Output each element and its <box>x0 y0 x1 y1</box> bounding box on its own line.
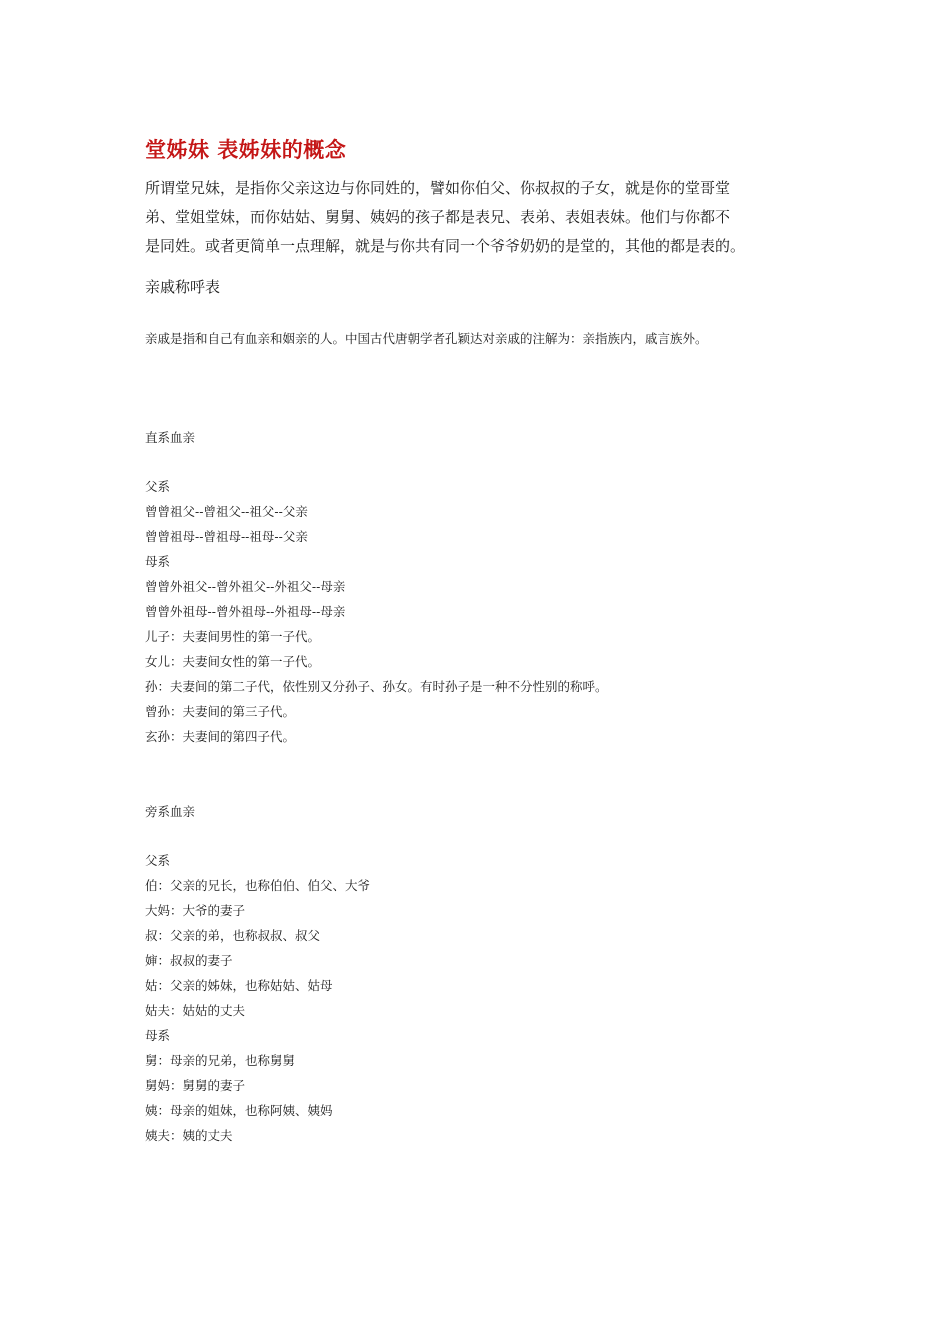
intro-line: 是同姓。或者更简单一点理解，就是与你共有同一个爷爷奶奶的是堂的，其他的都是表的。 <box>145 237 746 255</box>
collateral-kin-heading: 旁系血亲 <box>145 804 196 819</box>
list-item: 姑夫：姑姑的丈夫 <box>145 1003 246 1018</box>
list-item: 曾曾祖母--曾祖母--祖母--父亲 <box>145 529 308 544</box>
list-item: 姨夫：姨的丈夫 <box>145 1128 233 1143</box>
list-item: 女儿：夫妻间女性的第一子代。 <box>145 654 321 669</box>
list-item: 曾曾外祖父--曾外祖父--外祖父--母亲 <box>145 579 346 594</box>
list-item: 舅妈：舅舅的妻子 <box>145 1078 246 1093</box>
direct-kin-list <box>145 474 608 749</box>
page-title: 堂姊妹 表姊妹的概念 <box>145 137 347 162</box>
list-item: 姨：母亲的姐妹，也称阿姨、姨妈 <box>145 1103 333 1118</box>
list-item: 母系 <box>145 1028 171 1043</box>
section-subheading: 亲戚称呼表 <box>145 278 221 296</box>
list-item: 曾曾外祖母--曾外祖母--外祖母--母亲 <box>145 604 346 619</box>
intro-line: 弟、堂姐堂妹，而你姑姑、舅舅、姨妈的孩子都是表兄、表弟、表姐表妹。他们与你都不 <box>145 208 731 226</box>
list-item: 父系 <box>145 853 171 868</box>
list-item: 大妈：大爷的妻子 <box>145 903 246 918</box>
list-item: 孙：夫妻间的第二子代，依性别又分孙子、孙女。有时孙子是一种不分性别的称呼。 <box>145 679 608 694</box>
list-item: 叔：父亲的弟，也称叔叔、叔父 <box>145 928 321 943</box>
direct-kin-heading: 直系血亲 <box>145 430 196 445</box>
list-item: 婶：叔叔的妻子 <box>145 953 233 968</box>
list-item: 舅：母亲的兄弟，也称舅舅 <box>145 1053 296 1068</box>
list-item: 曾曾祖父--曾祖父--祖父--父亲 <box>145 504 308 519</box>
list-item: 伯：父亲的兄长，也称伯伯、伯父、大爷 <box>145 878 371 893</box>
definition-text: 亲戚是指和自己有血亲和姻亲的人。中国古代唐朝学者孔颖达对亲戚的注解为：亲指族内，戚言族外。 <box>145 331 708 346</box>
list-item: 曾孙：夫妻间的第三子代。 <box>145 704 296 719</box>
list-item: 儿子：夫妻间男性的第一子代。 <box>145 629 321 644</box>
list-item: 母系 <box>145 554 171 569</box>
intro-paragraph <box>145 174 810 261</box>
intro-line: 所谓堂兄妹，是指你父亲这边与你同姓的，譬如你伯父、你叔叔的子女，就是你的堂哥堂 <box>145 179 731 197</box>
list-item: 父系 <box>145 479 171 494</box>
list-item: 姑：父亲的姊妹，也称姑姑、姑母 <box>145 978 333 993</box>
collateral-kin-list <box>145 848 370 1148</box>
list-item: 玄孙：夫妻间的第四子代。 <box>145 729 296 744</box>
